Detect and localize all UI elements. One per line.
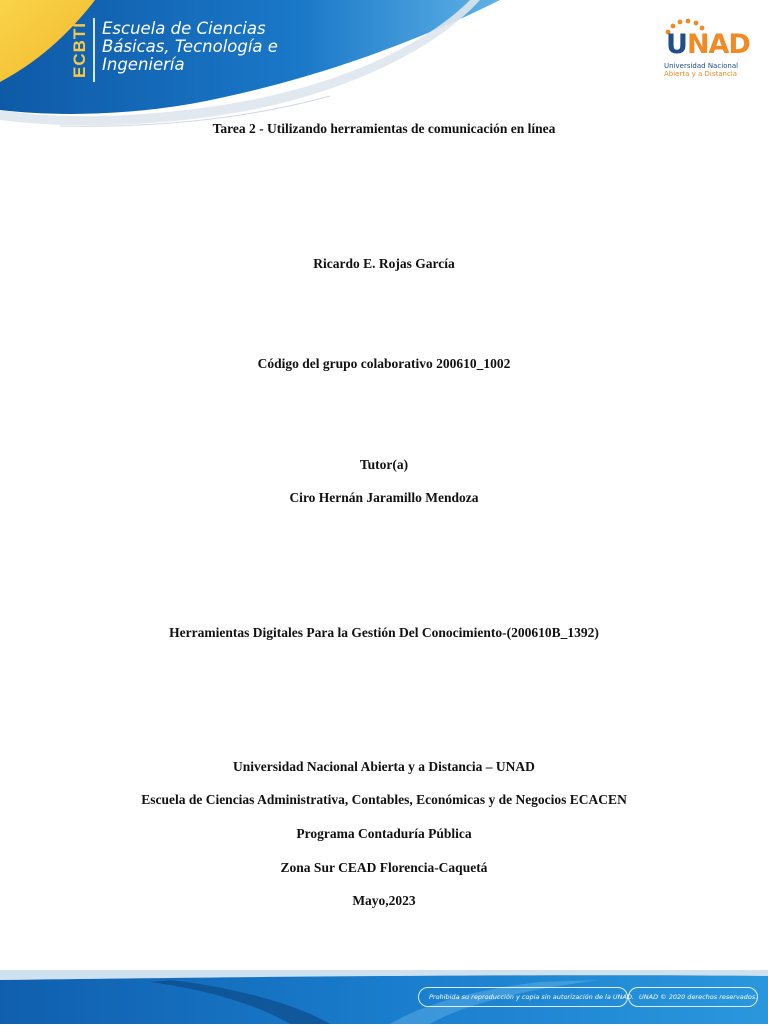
- program-name: Programa Contaduría Pública: [296, 826, 472, 841]
- author-name: Ricardo E. Rojas García: [313, 256, 455, 271]
- zone-name: Zona Sur CEAD Florencia-Caquetá: [280, 860, 488, 875]
- copy-notice: Prohibida su reproducción y copia sin autorización de la UNAD.: [418, 987, 628, 1007]
- tutor-name: Ciro Hernán Jaramillo Mendoza: [289, 490, 479, 505]
- unad-wordmark: UNAD: [666, 29, 750, 60]
- document-date: Mayo,2023: [352, 893, 416, 908]
- school-name-line-2: Básicas, Tecnología e: [102, 37, 278, 56]
- school-full-name: Escuela de Ciencias Administrativa, Contables, Económicas y de Negocios ECACEN: [141, 792, 627, 807]
- brand-divider: [93, 18, 95, 82]
- copyright-notice: UNAD © 2020 derechos reservados.: [628, 987, 758, 1007]
- tutor-label: Tutor(a): [359, 457, 409, 472]
- school-name: [102, 20, 362, 74]
- unad-subtitle: Universidad Nacional Abierta y a Distancia: [664, 62, 739, 78]
- school-name-line-3: Ingeniería: [102, 55, 185, 74]
- course-name: Herramientas Digitales Para la Gestión Del Conocimiento-(200610B_1392): [169, 625, 599, 640]
- unad-logo: [658, 18, 750, 84]
- document-title: Tarea 2 - Utilizando herramientas de comunicación en línea: [212, 121, 556, 136]
- school-name-line-1: Escuela de Ciencias: [102, 19, 266, 38]
- university-name: Universidad Nacional Abierta y a Distancia – UNAD: [233, 759, 535, 774]
- ecbti-label: ECBTI: [70, 22, 89, 78]
- group-code: Código del grupo colaborativo 200610_1002: [257, 356, 511, 371]
